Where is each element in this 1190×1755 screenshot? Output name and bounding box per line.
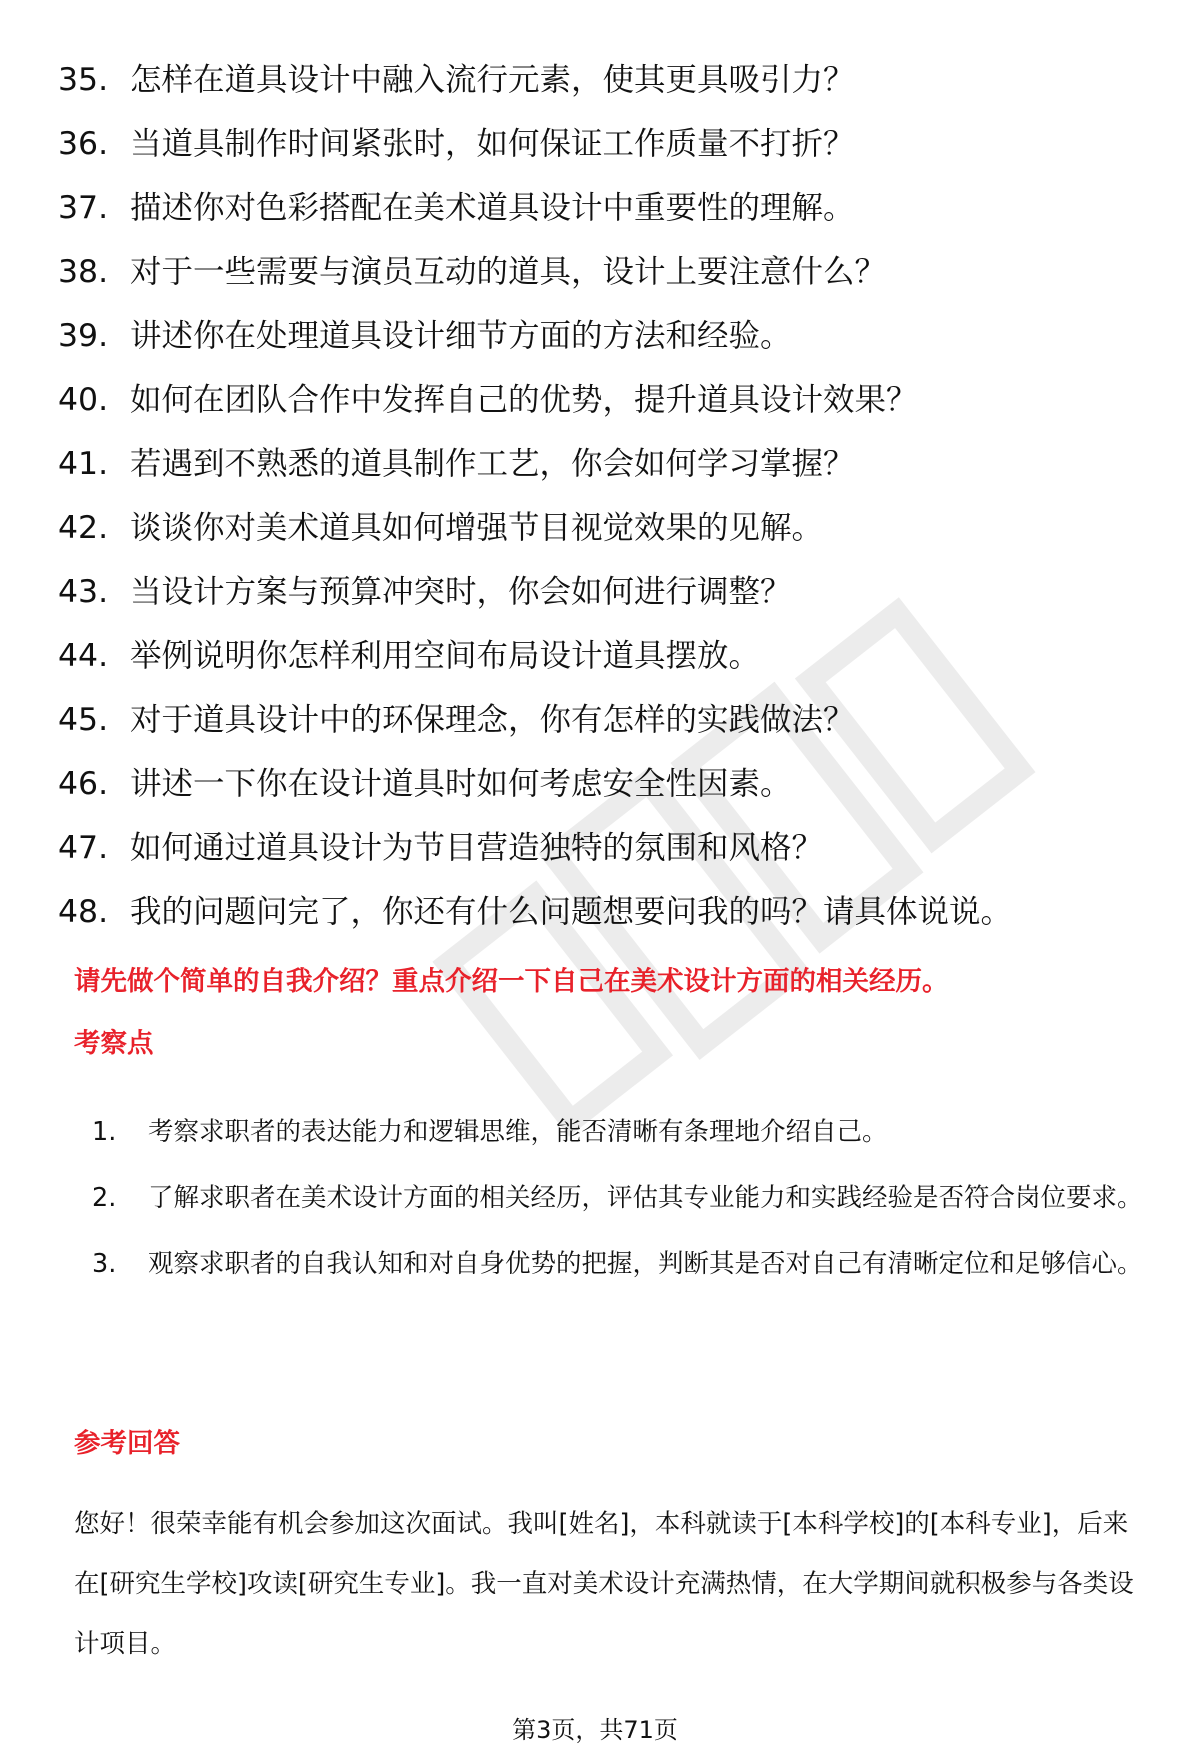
question-text: 讲述一下你在设计道具时如何考虑安全性因素。 (130, 766, 792, 802)
point-number: 2. (92, 1183, 117, 1213)
question-text: 谈谈你对美术道具如何增强节目视觉效果的见解。 (130, 510, 824, 546)
question-item (58, 816, 1158, 880)
question-number: 47. (58, 830, 109, 866)
question-text: 当道具制作时间紧张时，如何保证工作质量不打折？ (130, 126, 855, 162)
point-number: 1. (92, 1117, 117, 1147)
point-item (74, 1168, 1164, 1228)
question-text: 我的问题问完了，你还有什么问题想要问我的吗？请具体说说。 (130, 894, 1013, 930)
question-text: 怎样在道具设计中融入流行元素，使其更具吸引力？ (130, 62, 855, 98)
point-text: 考察求职者的表达能力和逻辑思维，能否清晰有条理地介绍自己。 (148, 1117, 888, 1147)
points-heading: 考察点 (74, 1028, 154, 1059)
question-text: 描述你对色彩搭配在美术道具设计中重要性的理解。 (130, 190, 855, 226)
question-number: 45. (58, 702, 109, 738)
question-number: 39. (58, 318, 109, 354)
question-number: 35. (58, 62, 109, 98)
question-item (58, 240, 1158, 304)
question-number: 41. (58, 446, 109, 482)
question-number: 37. (58, 190, 109, 226)
question-item (58, 560, 1158, 624)
question-item (58, 304, 1158, 368)
question-item (58, 432, 1158, 496)
points-list (74, 1102, 1164, 1300)
question-number: 44. (58, 638, 109, 674)
question-item (58, 752, 1158, 816)
question-text: 对于道具设计中的环保理念，你有怎样的实践做法？ (130, 702, 855, 738)
question-item (58, 112, 1158, 176)
question-list (58, 48, 1158, 944)
question-text: 如何通过道具设计为节目营造独特的氛围和风格？ (130, 830, 824, 866)
question-item (58, 880, 1158, 944)
question-item (58, 48, 1158, 112)
question-number: 40. (58, 382, 109, 418)
question-number: 46. (58, 766, 109, 802)
point-item (74, 1234, 1164, 1294)
question-item (58, 368, 1158, 432)
page-footer: 第3页，共71页 (512, 1716, 678, 1744)
question-text: 如何在团队合作中发挥自己的优势，提升道具设计效果？ (130, 382, 918, 418)
question-item (58, 496, 1158, 560)
question-number: 48. (58, 894, 109, 930)
question-item (58, 624, 1158, 688)
point-item (74, 1102, 1164, 1162)
question-text: 讲述你在处理道具设计细节方面的方法和经验。 (130, 318, 792, 354)
featured-question-heading: 请先做个简单的自我介绍？重点介绍一下自己在美术设计方面的相关经历。 (74, 966, 949, 997)
question-text: 若遇到不熟悉的道具制作工艺，你会如何学习掌握？ (130, 446, 855, 482)
point-number: 3. (92, 1249, 117, 1279)
answer-heading: 参考回答 (74, 1428, 180, 1459)
question-text: 对于一些需要与演员互动的道具，设计上要注意什么？ (130, 254, 887, 290)
question-text: 当设计方案与预算冲突时，你会如何进行调整？ (130, 574, 792, 610)
point-text: 了解求职者在美术设计方面的相关经历，评估其专业能力和实践经验是否符合岗位要求。 (148, 1183, 1143, 1213)
question-item (58, 176, 1158, 240)
question-item (58, 688, 1158, 752)
question-number: 38. (58, 254, 109, 290)
question-number: 36. (58, 126, 109, 162)
question-number: 42. (58, 510, 109, 546)
question-number: 43. (58, 574, 109, 610)
point-text: 观察求职者的自我认知和对自身优势的把握，判断其是否对自己有清晰定位和足够信心。 (148, 1249, 1143, 1279)
question-text: 举例说明你怎样利用空间布局设计道具摆放。 (130, 638, 761, 674)
answer-paragraph: 您好！很荣幸能有机会参加这次面试。我叫[姓名]，本科就读于[本科学校]的[本科专业]，后来在[研究生学校]攻读[研究生专业]。我一直对美术设计充满热情，在大学期间就积极参与各类设计项目。 (74, 1509, 1134, 1659)
